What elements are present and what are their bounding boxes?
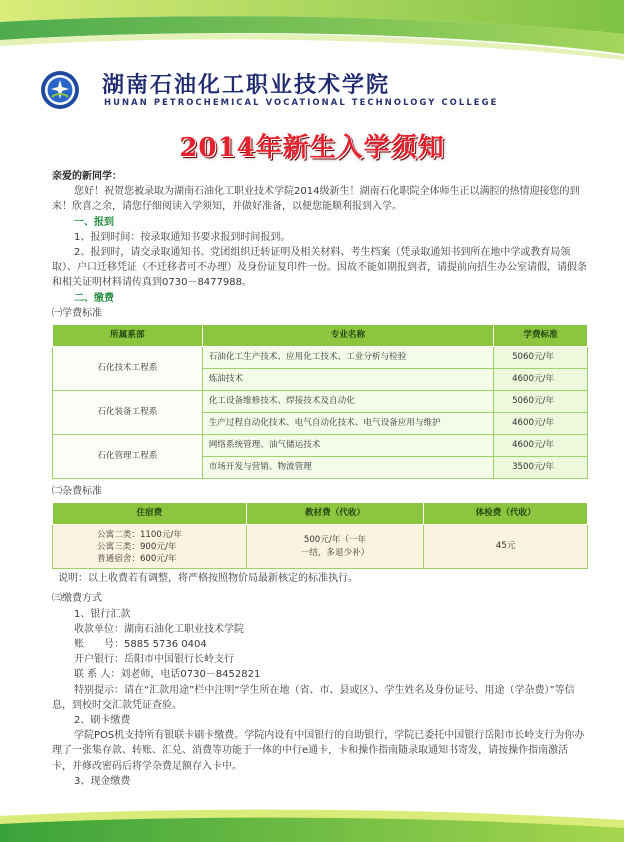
- housing-line: 公寓三类：900元/年: [97, 541, 177, 552]
- dept-cell: 石化装备工程系: [53, 391, 203, 435]
- col-header-exam: 体检费（代收）: [424, 503, 588, 525]
- col-header-fee: 学费标准: [494, 325, 588, 347]
- col-header-housing: 住宿费: [53, 503, 247, 525]
- dept-cell: 石化技术工程系: [53, 347, 203, 391]
- major-cell: 生产过程自动化技术、电气自动化技术、电气设备应用与维护: [202, 413, 493, 435]
- card-text: 学院POS机支持所有银联卡刷卡缴费。学院内设有中国银行的自助银行，学院已委托中国银行岳阳市长岭支行为你办理了一张集存款、转账、汇兑、消费等功能于一体的中行e通卡，卡和操作指南随录取通知书寄发，请按操作指南激活卡，并修改密码后将学杂费足额存入卡中。: [52, 730, 585, 772]
- housing-line: 公寓二类：1100元/年: [97, 529, 182, 540]
- college-emblem-icon: [40, 70, 80, 110]
- housing-cell: [53, 525, 247, 569]
- fee-cell: 4600元/年: [494, 413, 588, 435]
- payment-title: ㈢缴费方式: [52, 593, 102, 605]
- textbook-line: 500元/年（一年: [303, 534, 367, 545]
- school-name-cn: 湖南石油化工职业技术学院: [102, 73, 391, 98]
- bank-line: 开户银行：岳阳市中国银行长岭支行: [74, 654, 234, 666]
- fee-cell: 5060元/年: [494, 347, 588, 369]
- cash-heading: 3、现金缴费: [74, 775, 131, 787]
- textbook-cell: [246, 525, 424, 569]
- major-cell: 炼油技术: [202, 369, 493, 391]
- bank-line: 账 号：5885 5736 0404: [74, 639, 207, 651]
- card-heading: 2、刷卡缴费: [74, 715, 131, 727]
- major-cell: 市场开发与营销、物流管理: [202, 457, 493, 479]
- table-row: [53, 391, 588, 413]
- major-cell: 化工设备维修技术、焊接技术及自动化: [202, 391, 493, 413]
- fee-cell: 3500元/年: [494, 457, 588, 479]
- section-registration-heading: 一、报到: [74, 216, 114, 228]
- tuition-title: ㈠学费标准: [52, 307, 102, 319]
- school-name-en: HUNAN PETROCHEMICAL VOCATIONAL TECHNOLOGY COLLEGE: [104, 97, 499, 107]
- fee-cell: 5060元/年: [494, 391, 588, 413]
- misc-fee-table: [52, 502, 588, 569]
- misc-fee-title: ㈡杂费标准: [52, 486, 102, 498]
- fee-cell: 4600元/年: [494, 369, 588, 391]
- table-row: [53, 347, 588, 369]
- col-header-dept: 所属系部: [53, 325, 203, 347]
- section-fees-heading: 二、缴费: [74, 292, 114, 304]
- bank-tip: 特别提示：请在“汇款用途”栏中注明“学生所在地（省、市、县或区）、学生姓名及身份证号、用途（学杂费）”等信息，到校时交汇款凭证查验。: [52, 684, 575, 711]
- tuition-table: [52, 324, 588, 479]
- bank-line: 收款单位：湖南石油化工职业技术学院: [74, 623, 244, 635]
- bank-line: 联 系 人：刘老师，电话0730－8452821: [74, 669, 261, 681]
- intro-paragraph: 您好！祝贺您被录取为湖南石油化工职业技术学院2014级新生！湖南石化职院全体师生正以满腔的热情迎接您的到来！欣喜之余，请您仔细阅读入学须知，并做好准备，以便您能顺利报到入学。: [52, 186, 580, 213]
- major-cell: 石油化工生产技术、应用化工技术、工业分析与检验: [202, 347, 493, 369]
- page-header: [40, 70, 600, 110]
- registration-materials: 2、报到时，请交录取通知书、党团组织迁转证明及相关材料、考生档案（凭录取通知书到所在地中学或教育局领取）、户口迁移凭证（不迁移者可不办理）及身份证复印件一份。因故不能如期报到者，请提前向招生办公室请假，请假条和相关证明材料请传真到0730－8477988。: [52, 247, 587, 289]
- table-row: [53, 435, 588, 457]
- greeting: 亲爱的新同学：: [52, 171, 122, 182]
- major-cell: 网络系统管理、油气储运技术: [202, 435, 493, 457]
- notice-body: [52, 169, 588, 789]
- textbook-line: 一结，多退少补）: [300, 547, 370, 558]
- fee-cell: 4600元/年: [494, 435, 588, 457]
- housing-line: 普通宿舍：600元/年: [97, 553, 177, 564]
- page-title: 2014年新生入学须知: [179, 133, 445, 163]
- col-header-textbook: 教材费（代收）: [246, 503, 424, 525]
- bank-heading: 1、银行汇款: [74, 608, 131, 620]
- registration-time: 1、报到时间：按录取通知书要求报到时间报到。: [74, 231, 291, 243]
- bottom-green-band: [0, 806, 624, 842]
- col-header-major: 专业名称: [202, 325, 493, 347]
- fee-note: 说明：以上收费若有调整，将严格按照物价局最新核定的标准执行。: [58, 573, 358, 585]
- table-row: [53, 525, 588, 569]
- exam-cell: 45元: [424, 525, 588, 569]
- dept-cell: 石化管理工程系: [53, 435, 203, 479]
